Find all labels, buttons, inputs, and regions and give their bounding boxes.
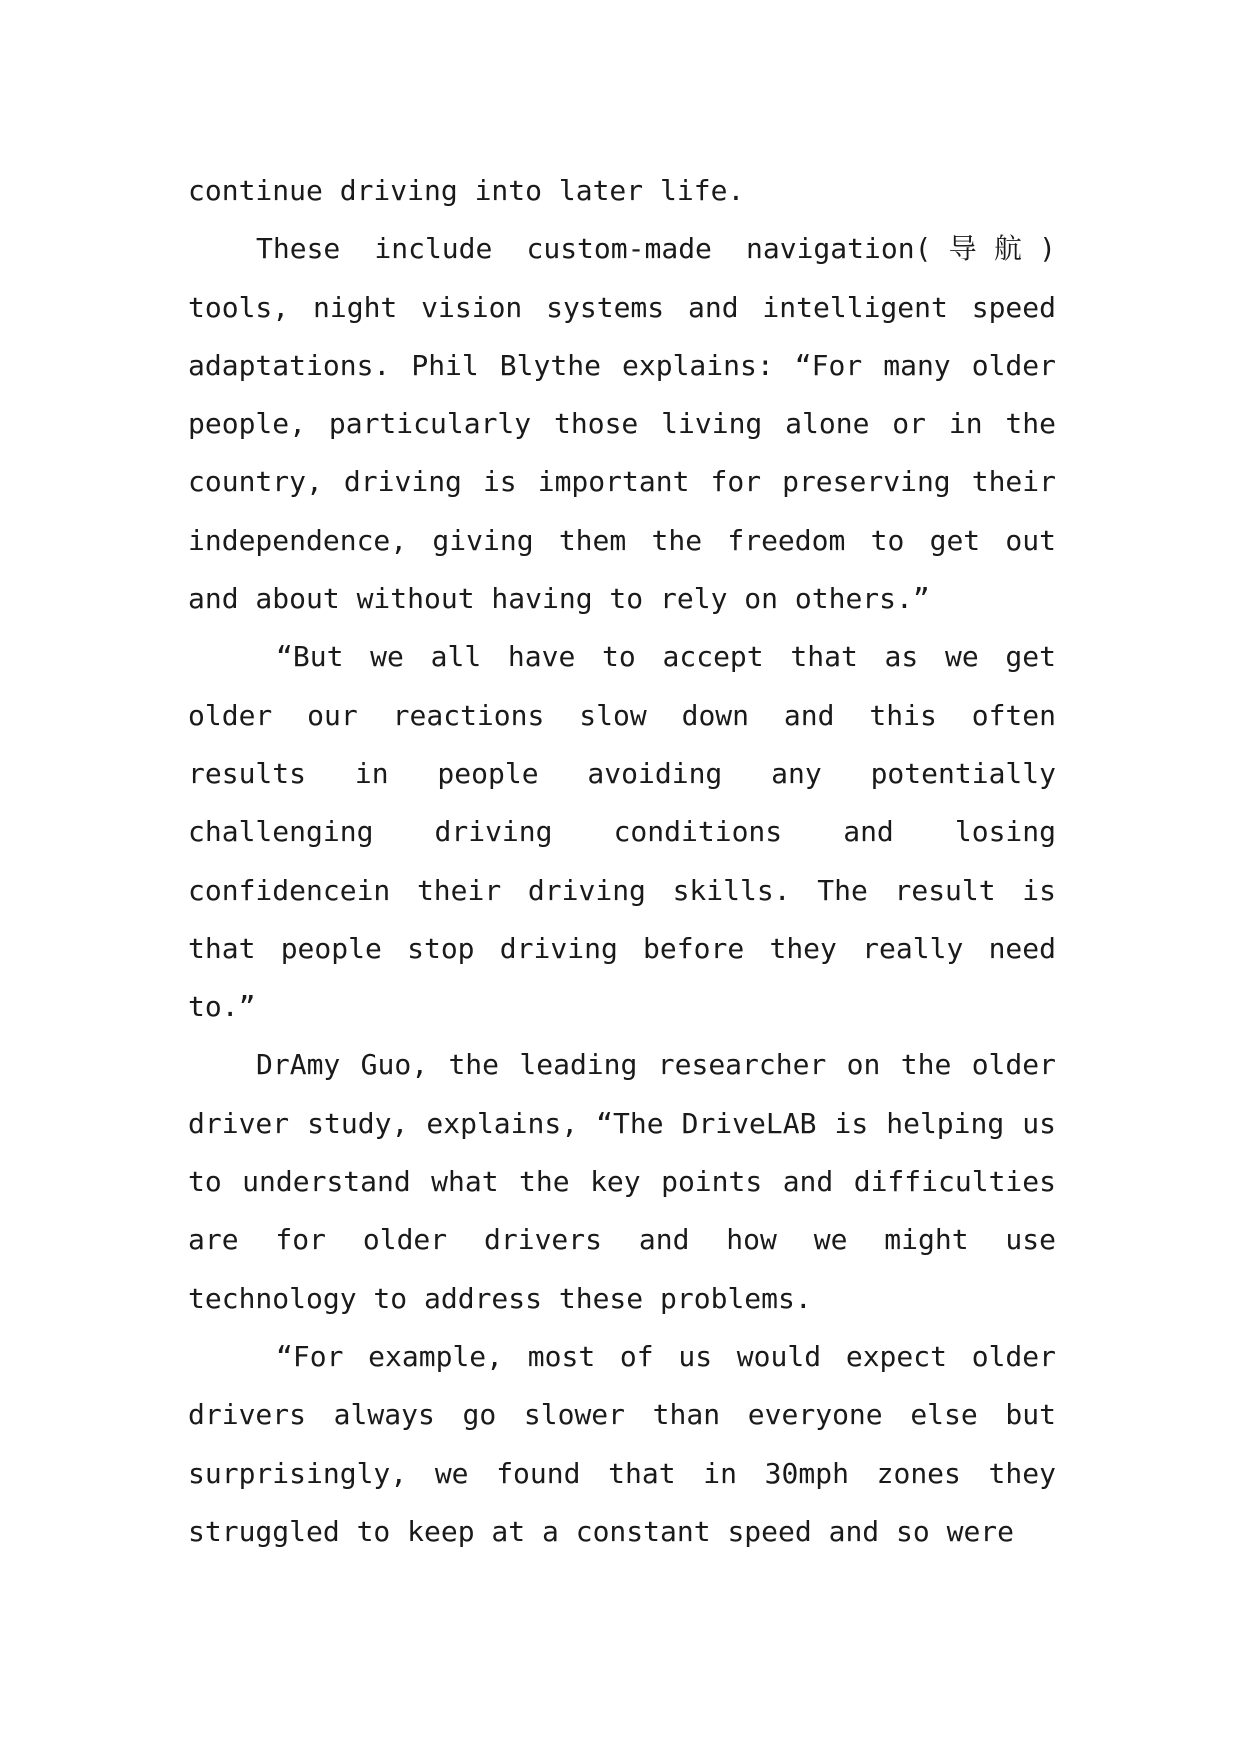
document-body (188, 162, 1056, 1561)
paragraph-example: “For example, most of us would expect older drivers always go slower than everyone else but surprisingly, we found that in 30mph zones they struggled to keep at a constant speed and so were (188, 1339, 1056, 1548)
paragraph-drivelab: DrAmy Guo, the leading researcher on the older driver study, explains, “The DriveLAB is helping us to understand what the key points and difficulties are for older drivers and how we might use technology to address these problems. (188, 1048, 1056, 1315)
paragraph-reactions-quote: “But we all have to accept that as we get older our reactions slow down and this often results in people avoiding any potentially challenging driving conditions and losing confidencein their driving skills. The result is that people stop driving before they really need to.” (188, 640, 1056, 1024)
paragraph-technologies: These include custom-made navigation(导航) tools, night vision systems and intelligent speed adaptations. Phil Blythe explains: “For many older people, particularly those living alone or in the country, driving is important for preserving their independence, giving them the freedom to get out and about without having to rely on others.” (188, 232, 1056, 616)
paragraph-continuation: continue driving into later life. (188, 174, 745, 207)
